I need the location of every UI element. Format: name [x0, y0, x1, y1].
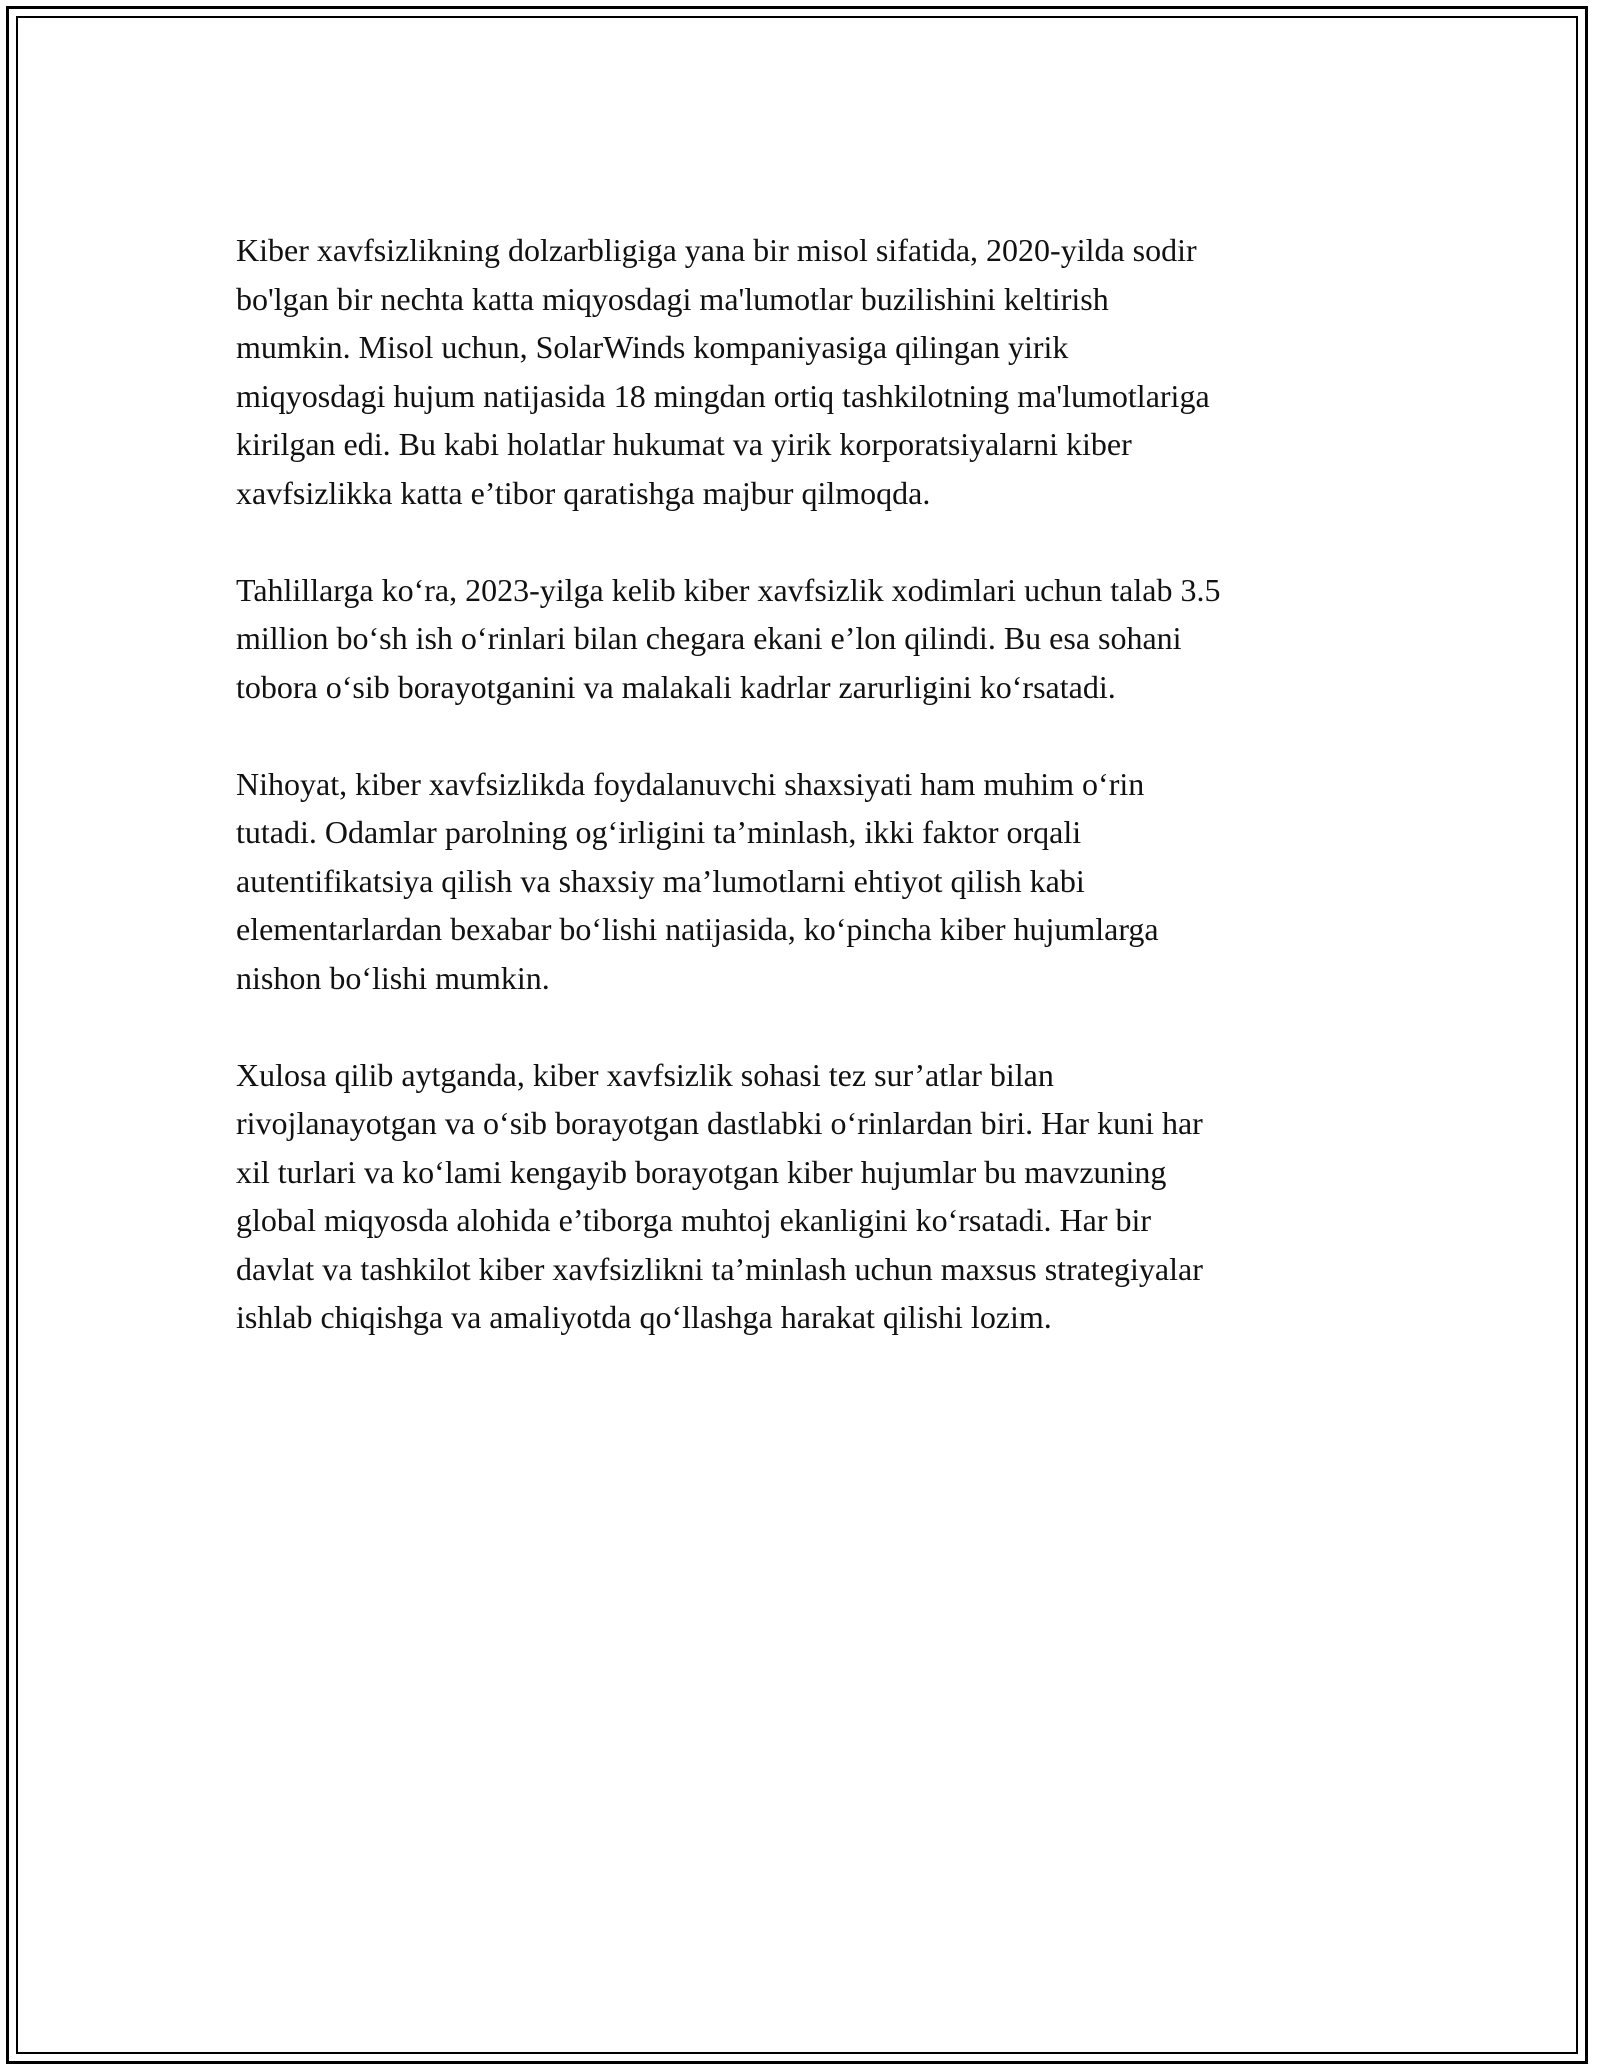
paragraph-user-awareness: Nihoyat, kiber xavfsizlikda foydalanuvchi shaxsiyati ham muhim o‘rin tutadi. Odamlar parolning og‘irligini ta’minlash, ikki faktor orqali autentifikatsiya qilish va shaxsiy ma’lumotlarni ehtiyot qilish kabi elementarlardan bexabar bo‘lishi natijasida, ko‘pincha kiber hujumlarga nishon bo‘lishi mumkin. — [236, 765, 1159, 996]
paragraph-conclusion: Xulosa qilib aytganda, kiber xavfsizlik sohasi tez sur’atlar bilan rivojlanayotgan va o‘sib borayotgan dastlabki o‘rinlardan biri. Har kuni har xil turlari va ko‘lami kengayib borayotgan kiber hujumlar bu mavzuning global miqyosda alohida e’tiborga muhtoj ekanligini ko‘rsatadi. Har bir davlat va tashkilot kiber xavfsizlikni ta’minlash uchun maxsus strategiyalar ishlab chiqishga va amaliyotda qo‘llashga harakat qilishi lozim. — [236, 1056, 1203, 1335]
paragraph-solarwinds: Kiber xavfsizlikning dolzarbligiga yana bir misol sifatida, 2020-yilda sodir bo'lgan bir nechta katta miqyosdagi ma'lumotlar buzilishini keltirish mumkin. Misol uchun, SolarWinds kompaniyasiga qilingan yirik miqyosdagi hujum natijasida 18 mingdan ortiq tashkilotning ma'lumotlariga kirilgan edi. Bu kabi holatlar hukumat va yirik korporatsiyalarni kiber xavfsizlikka katta e’tibor qaratishga majbur qilmoqda. — [236, 232, 1210, 511]
document-body — [236, 226, 1386, 1390]
paragraph-workforce-demand: Tahlillarga ko‘ra, 2023-yilga kelib kiber xavfsizlik xodimlari uchun talab 3.5 million bo‘sh ish o‘rinlari bilan chegara ekani e’lon qilindi. Bu esa sohani tobora o‘sib borayotganini va malakali kadrlar zarurligini ko‘rsatadi. — [236, 571, 1221, 705]
